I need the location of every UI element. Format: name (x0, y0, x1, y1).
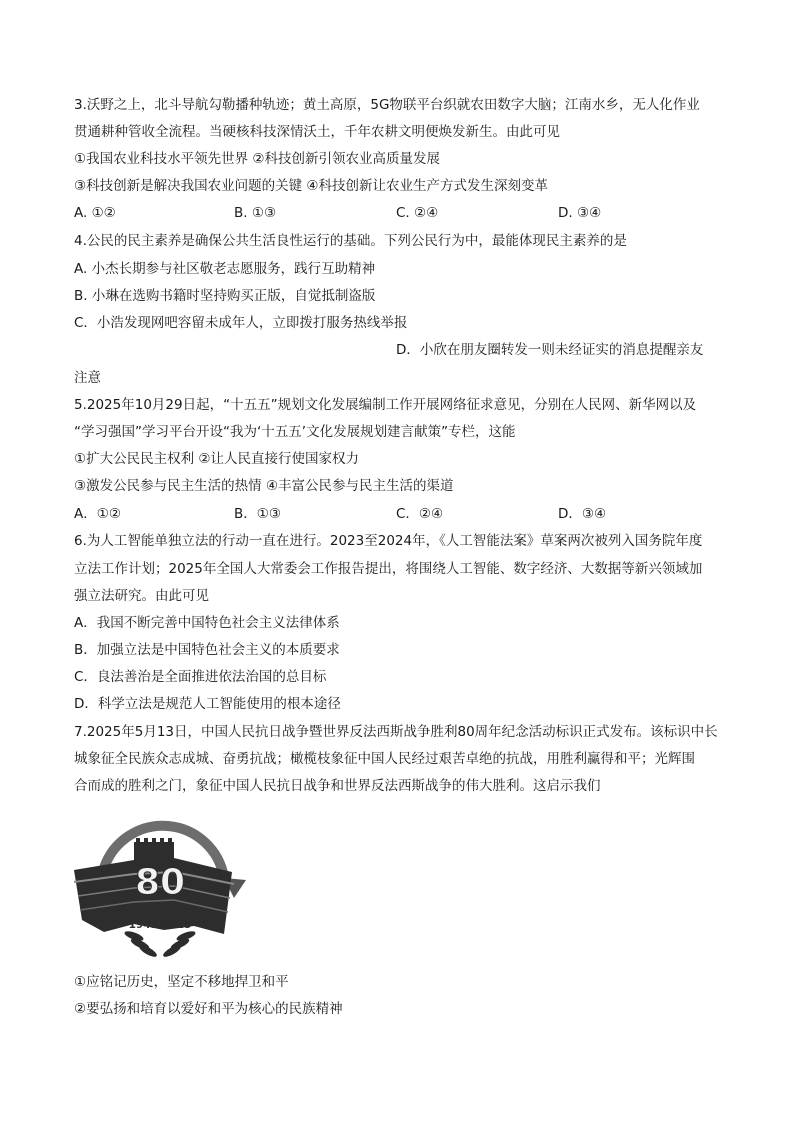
q6-stem-line2: 立法工作计划；2025年全国人大常委会工作报告提出，将围绕人工智能、数字经济、大数据等新兴领域加 (74, 561, 703, 577)
logo-number: 80 (134, 862, 186, 903)
q7-stem-line3: 合而成的胜利之门，象征中国人民抗日战争和世界反法西斯战争的伟大胜利。这启示我们 (74, 778, 601, 794)
q3-options (74, 204, 724, 222)
q5-items-3-4: ③激发公民参与民主生活的热情 ④丰富公民参与民主生活的渠道 (74, 478, 454, 494)
q5-options (74, 505, 724, 523)
q5-items-1-2: ①扩大公民民主权利 ②让人民直接行使国家权力 (74, 451, 359, 467)
q4-option-d: D．小欣在朋友圈转发一则未经证实的消息提醒亲友 (396, 342, 704, 358)
q6-stem-line1: 6.为人工智能单独立法的行动一直在进行。2023至2024年，《人工智能法案》草案两次被列入国务院年度 (74, 533, 703, 549)
q7-stem-line1: 7.2025年5月13日，中国人民抗日战争暨世界反法西斯战争胜利80周年纪念活动标识正式发布。该标识中长 (74, 724, 718, 740)
q3-stem-line2: 贯通耕种管收全流程。当硬核科技深情沃土，千年农耕文明便焕发新生。由此可见 (74, 124, 560, 140)
q5-stem-line1: 5.2025年10月29日起，“十五五”规划文化发展编制工作开展网络征求意见，分别在人民网、新华网以及 (74, 397, 697, 413)
q3-items-3-4: ③科技创新是解决我国农业问题的关键 ④科技创新让农业生产方式发生深刻变革 (74, 178, 548, 194)
q4-option-c: C．小浩发现网吧容留未成年人，立即拨打服务热线举报 (74, 315, 408, 331)
q5-stem-line2: “学习强国”学习平台开设“我为‘十五五’文化发展规划建言献策”专栏，这能 (74, 424, 516, 440)
q5-option-c: C．②④ (396, 506, 444, 522)
q5-option-d: D．③④ (558, 506, 607, 522)
q6-option-d: D．科学立法是规范人工智能使用的根本途径 (74, 696, 341, 712)
q3-option-c: C. ②④ (396, 205, 439, 221)
q4-option-d-continued: 注意 (74, 370, 101, 386)
q6-option-a: A．我国不断完善中国特色社会主义法律体系 (74, 615, 340, 631)
q3-option-d: D. ③④ (558, 205, 602, 221)
q3-option-b: B. ①③ (234, 205, 277, 221)
q6-stem-line3: 强立法研究。由此可见 (74, 588, 209, 604)
q7-item-2: ②要弘扬和培育以爱好和平为核心的民族精神 (74, 1001, 343, 1017)
olive-branch-icon (123, 929, 196, 959)
q5-option-a: A．①② (74, 506, 121, 522)
q5-option-b: B．①③ (234, 506, 281, 522)
q6-option-c: C．良法善治是全面推进依法治国的总目标 (74, 669, 327, 685)
logo-years: 1945-2025 (128, 919, 192, 931)
q3-stem-line1: 3.沃野之上，北斗导航勾勒播种轨迹；黄土高原，5G物联平台织就农田数字大脑；江南水乡，无人化作业 (74, 97, 700, 113)
q3-option-a: A. ①② (74, 205, 116, 221)
q7-item-1: ①应铭记历史，坚定不移地捍卫和平 (74, 974, 289, 990)
q6-option-b: B．加强立法是中国特色社会主义的本质要求 (74, 642, 340, 658)
anniversary-logo-image (74, 812, 246, 960)
q7-stem-line2: 城象征全民族众志成城、奋勇抗战；橄榄枝象征中国人民经过艰苦卓绝的抗战，用胜利赢得和平；光辉围 (74, 751, 695, 767)
q3-items-1-2: ①我国农业科技水平领先世界 ②科技创新引领农业高质量发展 (74, 151, 440, 167)
q4-option-a: A. 小杰长期参与社区敬老志愿服务，践行互助精神 (74, 261, 376, 277)
q4-option-b: B. 小琳在选购书籍时坚持购买正版，自觉抵制盗版 (74, 288, 376, 304)
q4-stem: 4.公民的民主素养是确保公共生活良性运行的基础。下列公民行为中，最能体现民主素养的是 (74, 233, 627, 249)
